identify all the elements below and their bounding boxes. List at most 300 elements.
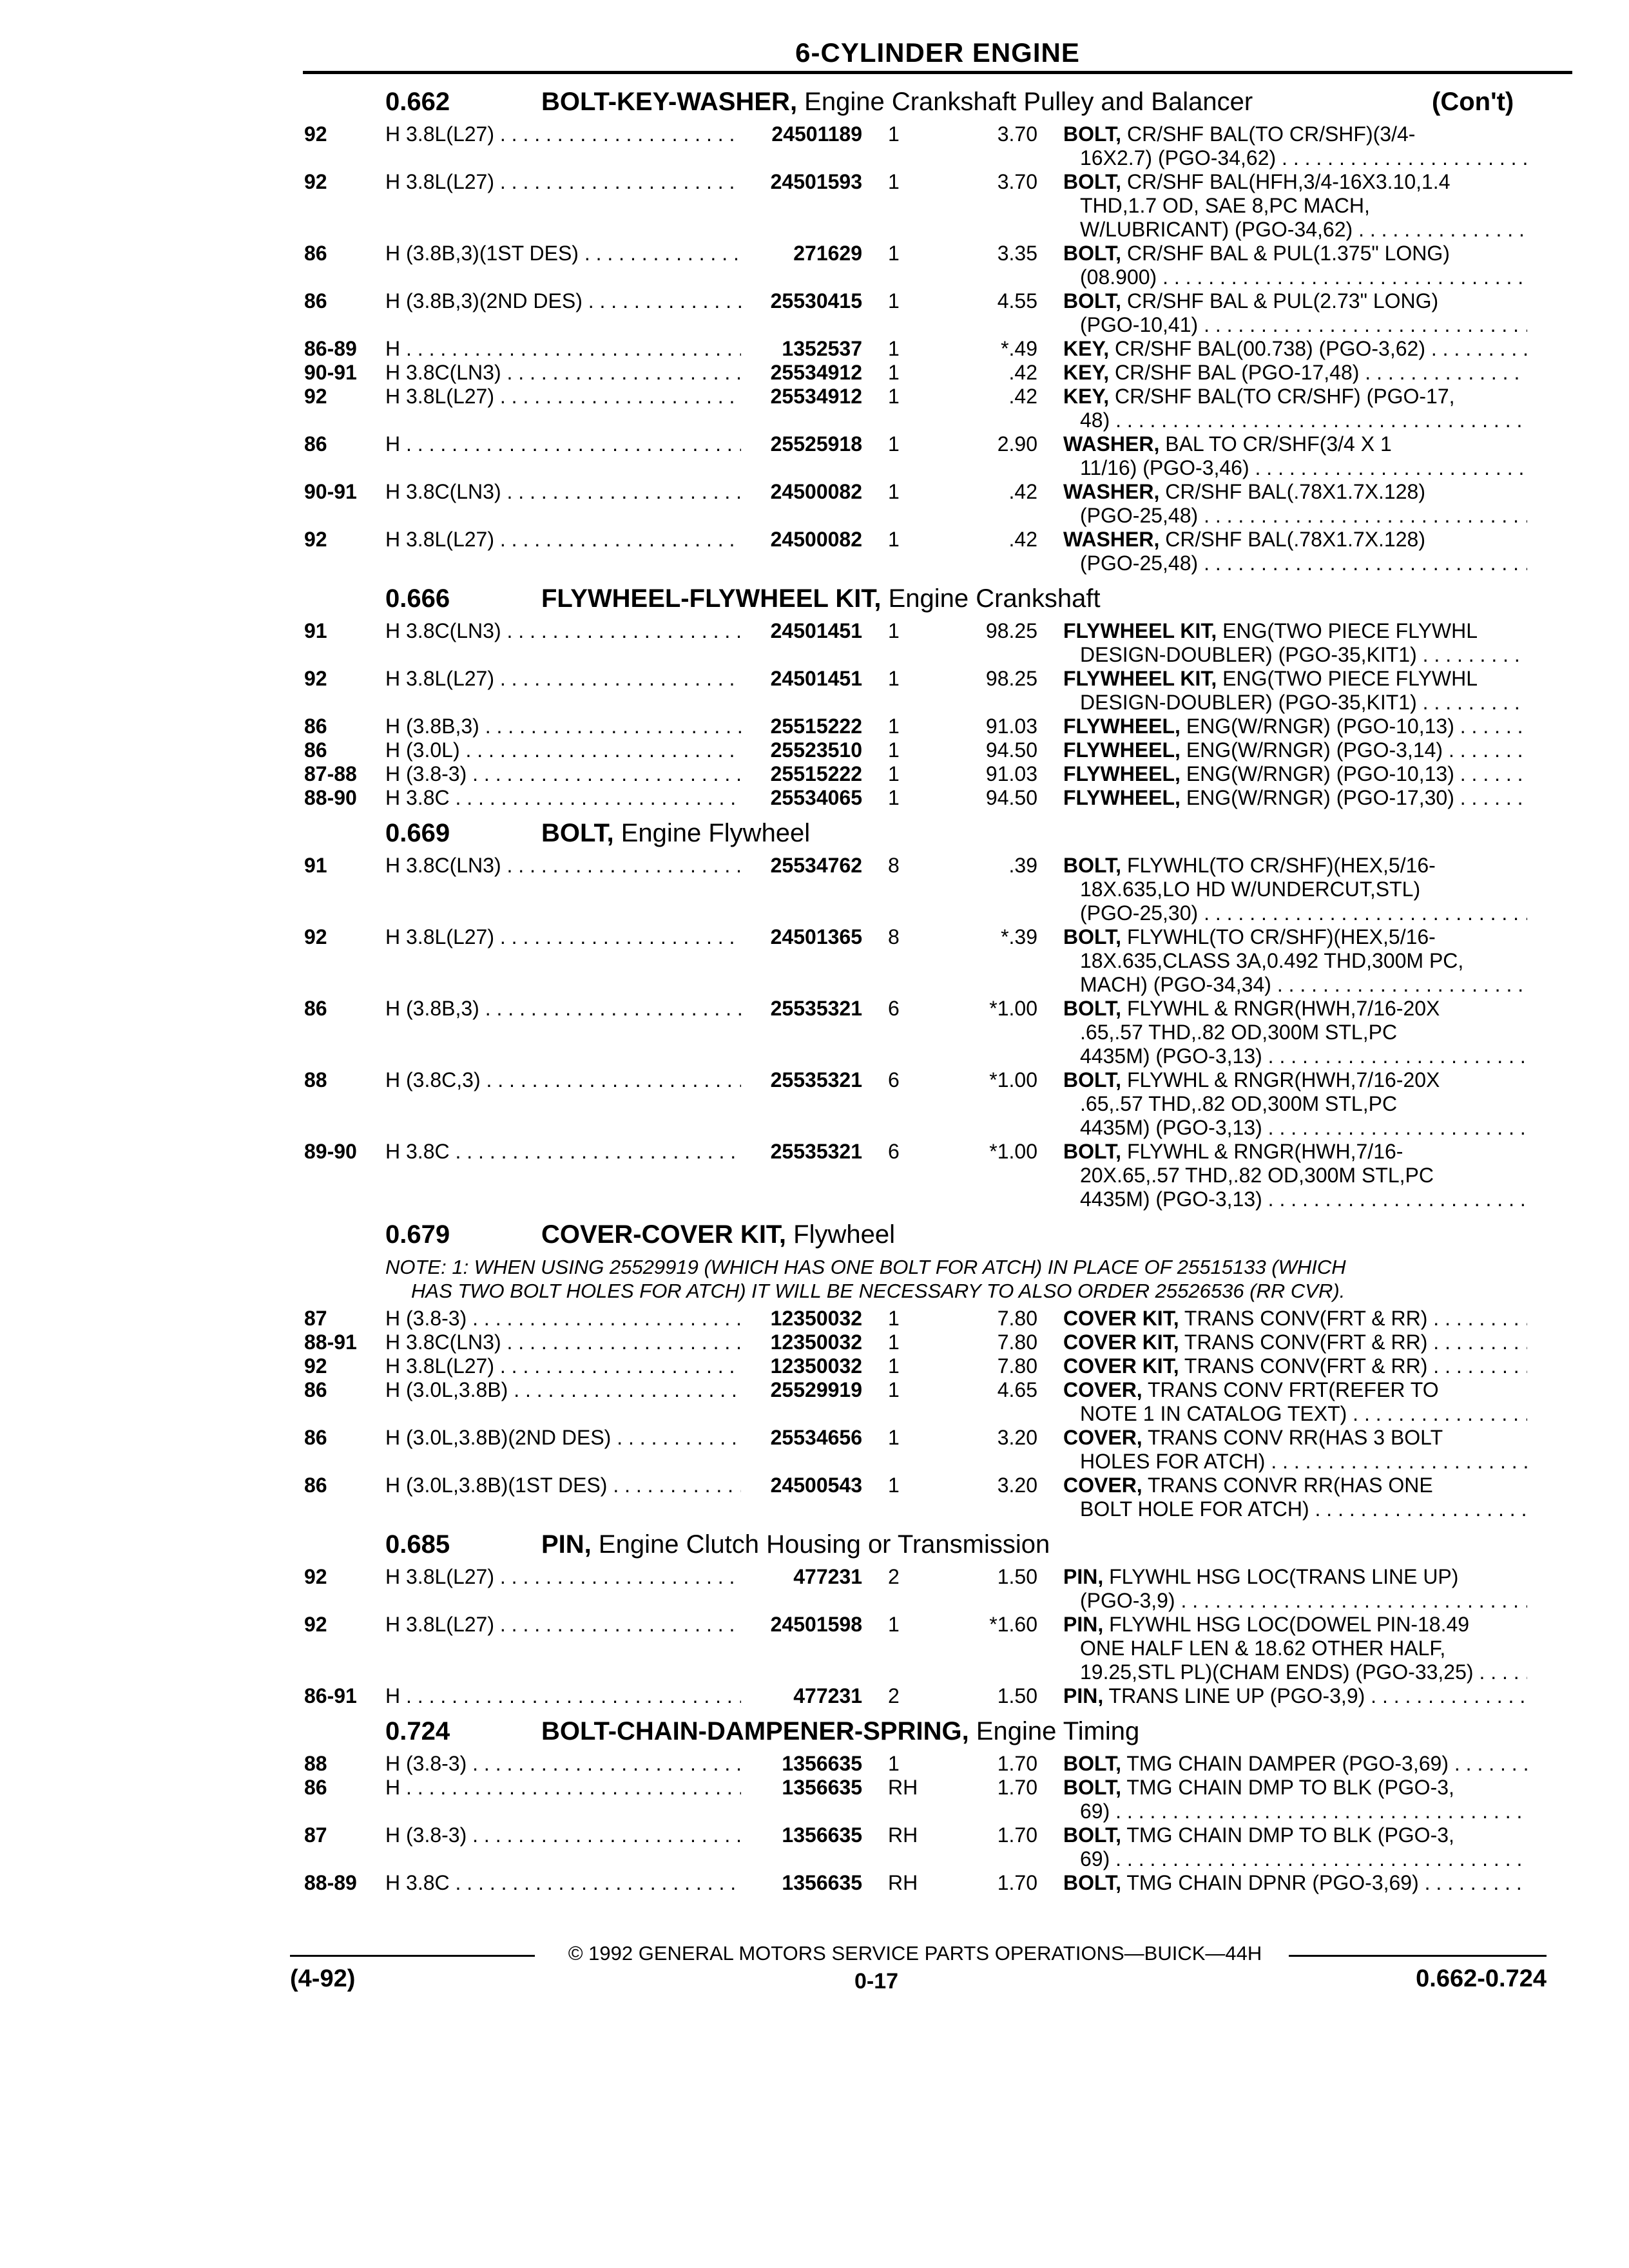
description-line [1063,1378,1527,1402]
footer-rule-right [1289,1955,1547,1957]
part-description [1063,1426,1527,1474]
description-text: CR/SHF BAL(TO CR/SHF) (PGO-17, [1109,385,1455,408]
quantity: 1 [888,1752,900,1775]
price: 3.70 [997,122,1037,146]
part-number: 25535321 [741,1068,862,1092]
description-line: 18X.635,CLASS 3A,0.492 THD,300M PC, [1080,949,1464,972]
description-line [1063,1871,1527,1895]
model-application [385,619,746,643]
model-text: H 3.8L(L27) [385,385,494,408]
description-text: CR/SHF BAL (PGO-17,48) [1109,361,1360,384]
description-line: (PGO-10,41) . . . [1063,313,1527,337]
quantity: 1 [888,667,900,690]
description-type: FLYWHEEL, [1063,786,1181,809]
part-number: 12350032 [741,1331,862,1354]
description-text: TMG CHAIN DMP TO BLK (PGO-3, [1121,1823,1454,1847]
table-row [0,1307,1629,1331]
model-year: 92 [304,122,327,146]
model-year: 92 [304,1565,327,1588]
table-row [0,1378,1629,1426]
model-text: H (3.0L,3.8B)(2ND DES) [385,1426,612,1449]
table-row [0,528,1629,575]
section-note [0,1255,1532,1303]
table-row [0,480,1629,528]
part-number: 24501593 [741,170,862,194]
section-title [541,819,810,848]
price: 94.50 [985,738,1037,762]
description-line: DESIGN-DOUBLER) (PGO-35,KIT1) . . . [1063,643,1527,667]
price: 4.55 [997,289,1037,312]
price: .39 [1008,854,1037,877]
model-application [385,786,746,810]
quantity: 1 [888,432,900,456]
description-line [1063,432,1527,456]
model-year: 86 [304,1378,327,1401]
description-line: .65,.57 THD,.82 OD,300M STL,PC [1080,1092,1398,1115]
description-line: THD,1.7 OD, SAE 8,PC MACH, [1080,194,1370,217]
description-type: KEY, [1063,361,1110,384]
section-title-rest: Engine Clutch Housing or Transmission [591,1530,1050,1559]
description-type: FLYWHEEL KIT, [1063,619,1217,642]
quantity: 1 [888,1378,900,1401]
description-text: CR/SHF BAL(00.738) (PGO-3,62) [1109,337,1425,360]
part-number: 1356635 [741,1752,862,1776]
part-description [1063,1871,1527,1895]
model-text: H 3.8L(L27) [385,667,494,690]
description-line [1063,854,1527,878]
description-line: .65,.57 THD,.82 OD,300M STL,PC [1080,1021,1398,1044]
part-number: 1356635 [741,1871,862,1895]
description-line [1063,1474,1527,1497]
quantity: 1 [888,1426,900,1449]
price: 1.70 [997,1752,1037,1775]
description-line [1063,480,1527,504]
quantity: 1 [888,1613,900,1636]
description-text: FLYWHL(TO CR/SHF)(HEX,5/16- [1121,925,1436,948]
part-number: 25534762 [741,854,862,878]
table-row [0,667,1629,715]
section-title-rest: Engine Flywheel [613,819,811,847]
price: 3.70 [997,170,1037,193]
price: *1.60 [989,1613,1037,1636]
model-text: H (3.0L,3.8B) [385,1378,508,1401]
quantity: 1 [888,289,900,312]
section-header [0,1525,1629,1565]
description-line: DESIGN-DOUBLER) (PGO-35,KIT1) . . . [1063,691,1527,715]
part-description [1063,242,1527,289]
description-text: TMG CHAIN DAMPER (PGO-3,69) [1121,1752,1449,1775]
table-row [0,715,1629,738]
description-type: BOLT, [1063,925,1122,948]
description-line [1063,1426,1527,1450]
description-line: BOLT HOLE FOR ATCH) . . . [1063,1497,1527,1521]
part-description [1063,715,1527,738]
quantity: 2 [888,1565,900,1588]
section-header [0,1215,1629,1255]
part-number: 25515222 [741,762,862,786]
table-row [0,1613,1629,1684]
part-number: 24500543 [741,1474,862,1497]
note-line: HAS TWO BOLT HOLES FOR ATCH) IT WILL BE NECESSARY TO ALSO ORDER 25526536 (RR CVR). [411,1280,1345,1302]
table-row [0,762,1629,786]
part-description [1063,786,1527,810]
section-number: 0.679 [385,1220,450,1249]
table-row [0,289,1629,337]
model-application [385,337,746,361]
price: *.49 [1001,337,1037,360]
description-type: BOLT, [1063,1776,1122,1799]
part-number: 25525918 [741,432,862,456]
quantity: 1 [888,715,900,738]
table-row [0,786,1629,810]
part-description [1063,361,1527,385]
description-line [1063,289,1527,313]
table-row [0,1776,1629,1823]
part-number: 24500082 [741,528,862,552]
table-row [0,1331,1629,1354]
model-application [385,1565,746,1589]
model-application [385,1068,746,1092]
model-year: 86 [304,1426,327,1449]
quantity: 1 [888,385,900,408]
section-title [541,1717,1139,1746]
price: *1.00 [989,997,1037,1020]
description-text: CR/SHF BAL & PUL(2.73" LONG) [1121,289,1439,312]
table-row [0,1426,1629,1474]
model-application [385,1426,746,1450]
part-description [1063,667,1527,715]
description-type: WASHER, [1063,432,1160,456]
description-text: FLYWHL HSG LOC(TRANS LINE UP) [1103,1565,1459,1588]
quantity: 8 [888,925,900,948]
part-number: 25534912 [741,385,862,408]
part-number: 24501451 [741,667,862,691]
model-year: 92 [304,1354,327,1378]
quantity: 1 [888,786,900,809]
table-row [0,242,1629,289]
part-description [1063,170,1527,242]
part-description [1063,337,1527,361]
model-text: H (3.0L,3.8B)(1ST DES) [385,1474,608,1497]
part-description [1063,1776,1527,1823]
model-year: 86-89 [304,337,357,360]
table-row [0,1565,1629,1613]
quantity: 1 [888,1354,900,1378]
price: 4.65 [997,1378,1037,1401]
price: 3.20 [997,1474,1037,1497]
quantity: 8 [888,854,900,877]
model-text: H (3.8B,3) [385,715,479,738]
description-line: 69) . . . [1063,1800,1527,1823]
quantity: 6 [888,997,900,1020]
price: 3.20 [997,1426,1037,1449]
description-type: BOLT, [1063,170,1122,193]
header-rule [303,71,1572,74]
description-text: TRANS CONVR RR(HAS ONE [1142,1474,1433,1497]
description-line: (PGO-25,48) . . . [1063,504,1527,528]
section-number: 0.666 [385,584,450,613]
description-text: TMG CHAIN DPNR (PGO-3,69) [1121,1871,1419,1894]
quantity: RH [888,1871,918,1894]
section-title-rest: Engine Crankshaft Pulley and Balancer [797,88,1253,116]
model-year: 88-89 [304,1871,357,1894]
description-line: HOLES FOR ATCH) . . . [1063,1450,1527,1474]
model-application [385,1684,746,1708]
part-number: 25535321 [741,997,862,1021]
model-year: 88 [304,1068,327,1091]
model-year: 86-91 [304,1684,357,1707]
quantity: 1 [888,242,900,265]
table-row [0,1823,1629,1871]
page-title: 6-CYLINDER ENGINE [795,37,1080,68]
description-type: BOLT, [1063,1752,1122,1775]
model-application [385,242,746,265]
model-application [385,997,746,1021]
model-text: H (3.8B,3)(2ND DES) [385,289,583,312]
description-type: COVER KIT, [1063,1307,1179,1330]
description-type: PIN, [1063,1565,1104,1588]
part-number: 25529919 [741,1378,862,1402]
section-title [541,1530,1050,1559]
section-header [0,1712,1629,1752]
description-type: BOLT, [1063,1068,1122,1091]
part-description [1063,528,1527,575]
description-line: 4435M) (PGO-3,13) . . . [1063,1187,1527,1211]
part-number: 12350032 [741,1307,862,1331]
description-type: BOLT, [1063,854,1122,877]
quantity: 1 [888,738,900,762]
model-text: H 3.8L(L27) [385,1354,494,1378]
model-year: 90-91 [304,361,357,384]
description-line: 19.25,STL PL)(CHAM ENDS) (PGO-33,25) . . . [1063,1660,1527,1684]
table-row [0,1684,1629,1708]
description-type: FLYWHEEL, [1063,738,1181,762]
part-number: 24501451 [741,619,862,643]
model-year: 86 [304,715,327,738]
description-text: CR/SHF BAL & PUL(1.375" LONG) [1121,242,1450,265]
part-description [1063,385,1527,432]
model-text: H 3.8L(L27) [385,925,494,948]
price: 1.70 [997,1871,1037,1894]
model-year: 86 [304,1776,327,1799]
description-type: FLYWHEEL KIT, [1063,667,1217,690]
section-header [0,814,1629,854]
part-description [1063,122,1527,170]
model-text: H 3.8L(L27) [385,122,494,146]
description-type: WASHER, [1063,480,1160,503]
price: 91.03 [985,762,1037,785]
section-title-bold: BOLT-CHAIN-DAMPENER-SPRING, [541,1717,969,1745]
model-text: H 3.8C(LN3) [385,480,501,503]
part-description [1063,1140,1527,1211]
table-row [0,1474,1629,1521]
description-type: FLYWHEEL, [1063,715,1181,738]
part-number: 477231 [741,1684,862,1708]
description-line: 4435M) (PGO-3,13) . . . [1063,1044,1527,1068]
model-year: 87 [304,1307,327,1330]
section-title-rest: Flywheel [786,1220,895,1249]
price: .42 [1008,385,1037,408]
part-description [1063,1068,1527,1140]
section-title-bold: PIN, [541,1530,592,1559]
table-row [0,385,1629,432]
description-line [1063,242,1527,265]
section-title [541,1220,895,1249]
part-number: 1352537 [741,337,862,361]
model-text: H 3.8C(LN3) [385,1331,501,1354]
description-line: 20X.65,.57 THD,.82 OD,300M STL,PC [1080,1164,1434,1187]
model-year: 86 [304,432,327,456]
model-text: H (3.8-3) [385,1823,467,1847]
part-description [1063,738,1527,762]
table-row [0,122,1629,170]
model-application [385,528,746,552]
description-text: TRANS CONV(FRT & RR) [1179,1331,1428,1354]
description-line [1063,337,1527,361]
section-header [0,579,1629,619]
description-line [1063,786,1527,810]
model-application [385,289,746,313]
description-type: BOLT, [1063,242,1122,265]
description-line [1063,667,1527,691]
price: 7.80 [997,1331,1037,1354]
description-line: ONE HALF LEN & 18.62 OTHER HALF, [1080,1637,1446,1660]
description-text: FLYWHL(TO CR/SHF)(HEX,5/16- [1121,854,1436,877]
model-text: H [385,337,401,360]
price: .42 [1008,528,1037,551]
price: *.39 [1001,925,1037,948]
description-type: WASHER, [1063,528,1160,551]
description-type: PIN, [1063,1613,1104,1636]
part-description [1063,925,1527,997]
quantity: 1 [888,122,900,146]
part-number: 12350032 [741,1354,862,1378]
part-number: 1356635 [741,1776,862,1800]
model-year: 92 [304,1613,327,1636]
price: 1.50 [997,1684,1037,1707]
model-application [385,1823,746,1847]
model-application [385,1140,746,1164]
model-text: H 3.8L(L27) [385,1565,494,1588]
description-line: W/LUBRICANT) (PGO-34,62) . . . [1063,218,1527,242]
description-type: BOLT, [1063,1140,1122,1163]
model-year: 88-91 [304,1331,357,1354]
quantity: 1 [888,528,900,551]
model-text: H [385,1684,401,1707]
description-type: BOLT, [1063,122,1122,146]
part-number: 25523510 [741,738,862,762]
description-type: BOLT, [1063,289,1122,312]
description-text: ENG(W/RNGR) (PGO-10,13) [1180,715,1454,738]
part-description [1063,1307,1527,1331]
model-year: 89-90 [304,1140,357,1163]
model-text: H (3.8B,3)(1ST DES) [385,242,579,265]
model-application [385,1307,746,1331]
description-text: ENG(W/RNGR) (PGO-17,30) [1180,786,1454,809]
part-number: 271629 [741,242,862,265]
footer-copyright: © 1992 GENERAL MOTORS SERVICE PARTS OPERATIONS—BUICK—44H [568,1942,1262,1965]
price: 98.25 [985,667,1037,690]
description-line: 11/16) (PGO-3,46) . . . [1063,456,1527,480]
part-number: 25530415 [741,289,862,313]
model-application [385,715,746,738]
part-description [1063,1752,1527,1776]
model-application [385,385,746,408]
description-line [1063,1823,1527,1847]
model-application [385,925,746,949]
description-line [1063,1140,1527,1164]
model-year: 86 [304,738,327,762]
section-title [541,584,1101,613]
part-description [1063,289,1527,337]
table-row [0,619,1629,667]
part-number: 477231 [741,1565,862,1589]
model-text: H (3.8-3) [385,1307,467,1330]
price: .42 [1008,361,1037,384]
section-number: 0.662 [385,88,450,116]
part-description [1063,1565,1527,1613]
model-application [385,170,746,194]
table-row [0,432,1629,480]
part-number: 24501189 [741,122,862,146]
price: 98.25 [985,619,1037,642]
model-text: H 3.8C(LN3) [385,361,501,384]
description-line: (08.900) . . . [1063,265,1527,289]
model-year: 91 [304,619,327,642]
description-line: MACH) (PGO-34,34) . . . [1063,973,1527,997]
description-line [1063,1331,1527,1354]
model-text: H 3.8C [385,786,450,809]
description-text: CR/SHF BAL(HFH,3/4-16X3.10,1.4 [1121,170,1451,193]
table-row [0,997,1629,1068]
description-line: 69) . . . [1063,1847,1527,1871]
model-application [385,1474,746,1497]
quantity: 1 [888,1331,900,1354]
part-description [1063,1354,1527,1378]
footer-page-number: 0-17 [854,1969,899,1994]
quantity: RH [888,1776,918,1799]
section-header [0,82,1629,122]
part-number: 25534912 [741,361,862,385]
description-type: COVER KIT, [1063,1331,1179,1354]
price: *1.00 [989,1140,1037,1163]
model-application [385,738,746,762]
quantity: 1 [888,480,900,503]
description-type: BOLT, [1063,1871,1122,1894]
part-number: 24500082 [741,480,862,504]
section-spacer [0,1895,1629,1899]
part-description [1063,997,1527,1068]
description-line [1063,385,1527,408]
model-year: 86 [304,242,327,265]
quantity: 1 [888,619,900,642]
part-number: 25534065 [741,786,862,810]
description-text: TRANS CONV(FRT & RR) [1179,1307,1428,1330]
quantity: 1 [888,1474,900,1497]
description-text: ENG(TWO PIECE FLYWHL [1217,667,1478,690]
part-description [1063,1684,1527,1708]
part-description [1063,762,1527,786]
table-row [0,337,1629,361]
model-application [385,1354,746,1378]
model-year: 91 [304,854,327,877]
part-description [1063,619,1527,667]
model-text: H 3.8C [385,1871,450,1894]
model-year: 92 [304,667,327,690]
part-description [1063,480,1527,528]
model-year: 90-91 [304,480,357,503]
description-type: COVER, [1063,1474,1142,1497]
